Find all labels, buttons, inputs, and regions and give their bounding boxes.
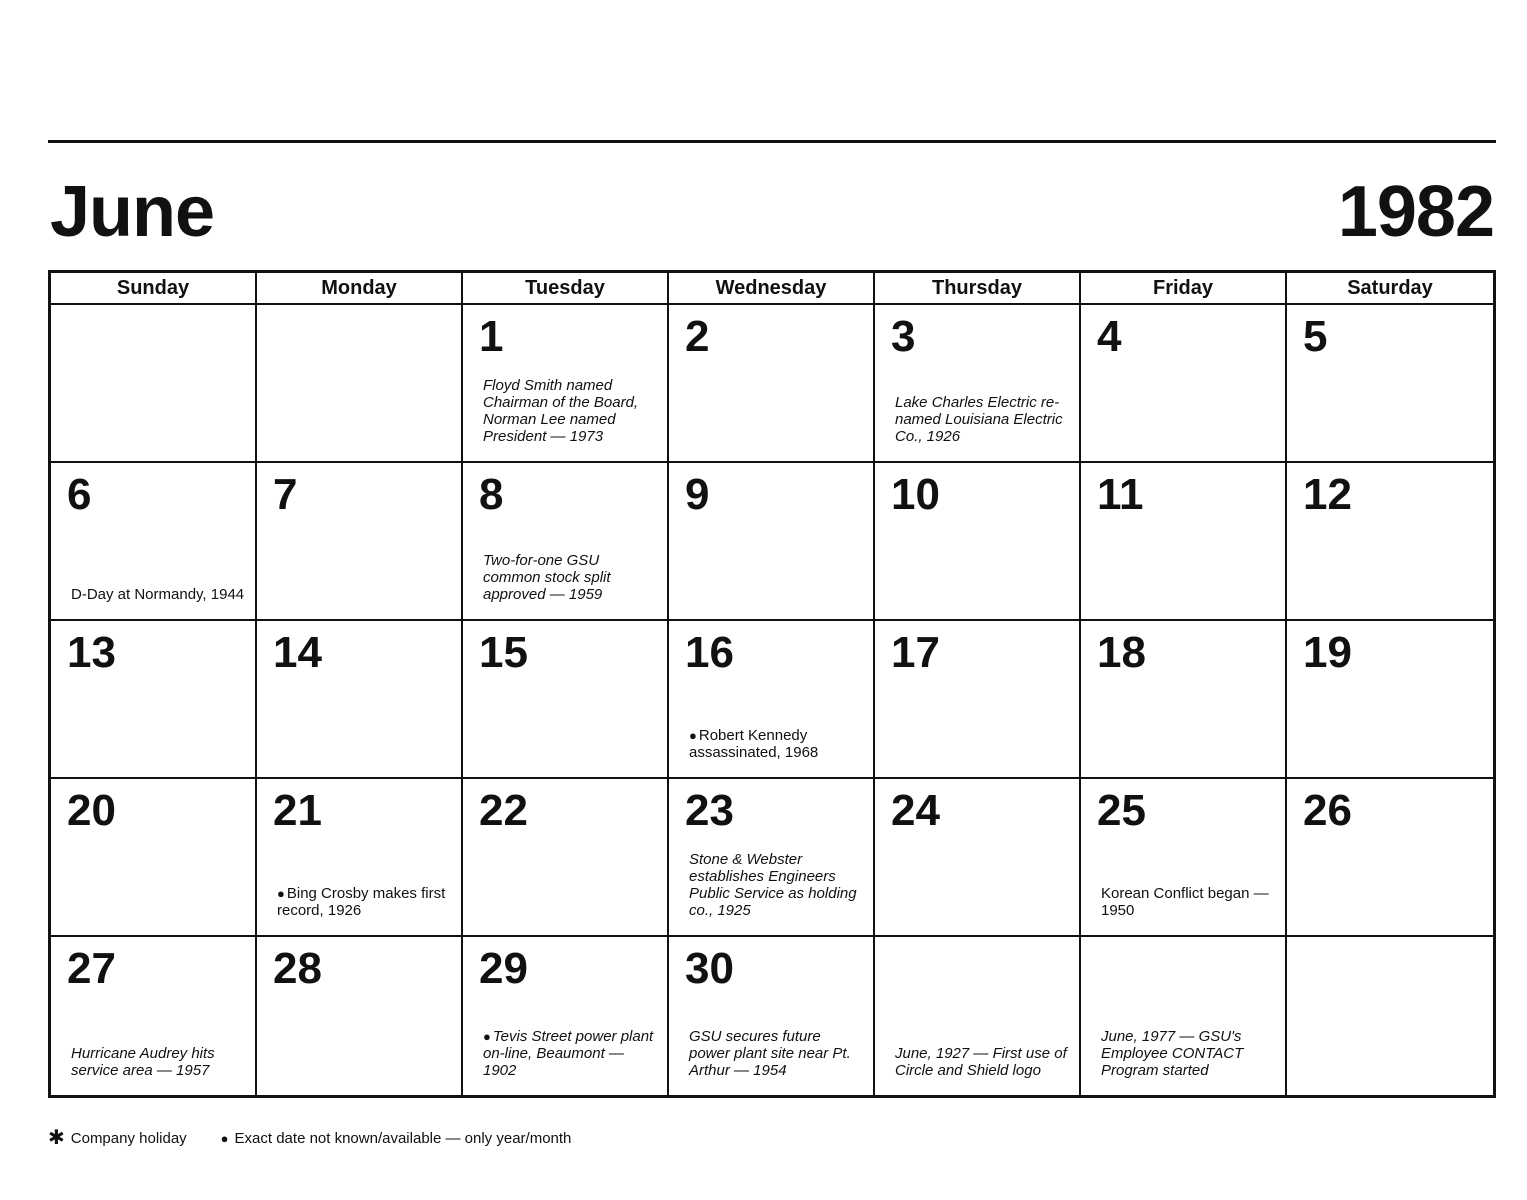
event-text: Stone & Webster establishes Engineers Public Service as holding co., 1925 <box>689 851 857 919</box>
day-cell <box>1287 621 1493 779</box>
day-number: 9 <box>685 470 710 519</box>
day-cell <box>51 779 257 937</box>
day-cell <box>1287 937 1493 1095</box>
day-number: 17 <box>891 628 940 677</box>
weekday-header: Tuesday <box>463 273 669 305</box>
event-note <box>895 1045 1070 1079</box>
day-cell <box>51 305 257 463</box>
day-cell <box>257 463 463 621</box>
day-cell <box>257 305 463 463</box>
day-cell <box>1081 305 1287 463</box>
day-cell <box>875 463 1081 621</box>
day-cell <box>669 937 875 1095</box>
day-cell <box>1287 305 1493 463</box>
day-number: 25 <box>1097 786 1146 835</box>
event-note <box>483 1028 658 1079</box>
legend <box>48 1128 571 1148</box>
day-cell <box>257 621 463 779</box>
weekday-header: Monday <box>257 273 463 305</box>
day-cell <box>875 305 1081 463</box>
day-cell <box>257 779 463 937</box>
event-text: Korean Conflict began — 1950 <box>1101 885 1269 919</box>
day-number: 13 <box>67 628 116 677</box>
legend-unknown-date <box>221 1130 572 1147</box>
day-number: 12 <box>1303 470 1352 519</box>
day-number: 23 <box>685 786 734 835</box>
day-number: 18 <box>1097 628 1146 677</box>
bullet-icon: ● <box>277 886 285 901</box>
day-number: 3 <box>891 312 916 361</box>
day-number: 30 <box>685 944 734 993</box>
month-title: June <box>50 172 215 252</box>
event-text: Tevis Street power plant on-line, Beaumont — 1902 <box>483 1028 654 1079</box>
legend-holiday <box>48 1128 187 1148</box>
day-number: 14 <box>273 628 322 677</box>
event-text: Hurricane Audrey hits service area — 1957 <box>71 1045 215 1079</box>
day-cell <box>669 621 875 779</box>
day-number: 20 <box>67 786 116 835</box>
event-note <box>895 394 1070 445</box>
day-cell <box>51 463 257 621</box>
day-number: 6 <box>67 470 92 519</box>
event-note <box>277 885 452 919</box>
day-cell <box>875 937 1081 1095</box>
event-note <box>689 1028 864 1079</box>
weekday-header: Friday <box>1081 273 1287 305</box>
event-note <box>1101 885 1276 919</box>
day-cell <box>875 621 1081 779</box>
event-note <box>483 552 658 603</box>
day-number: 8 <box>479 470 504 519</box>
day-cell <box>257 937 463 1095</box>
day-number: 27 <box>67 944 116 993</box>
event-note <box>483 377 658 445</box>
day-cell <box>463 779 669 937</box>
weekday-header: Thursday <box>875 273 1081 305</box>
day-number: 28 <box>273 944 322 993</box>
day-cell <box>1081 621 1287 779</box>
event-text: Floyd Smith named Chairman of the Board, Norman Lee named President — 1973 <box>483 377 639 445</box>
event-text: GSU secures future power plant site near Pt. Arthur — 1954 <box>689 1028 851 1079</box>
bullet-icon: ● <box>689 728 697 743</box>
event-text: June, 1927 — First use of Circle and Shield logo <box>895 1045 1067 1079</box>
day-number: 29 <box>479 944 528 993</box>
legend-unknown-label: Exact date not known/available — only year/month <box>234 1129 572 1147</box>
day-number: 1 <box>479 312 504 361</box>
day-cell <box>463 937 669 1095</box>
event-text: June, 1977 — GSU's Employee CONTACT Program started <box>1101 1028 1244 1079</box>
day-cell <box>1287 779 1493 937</box>
bullet-icon: ● <box>483 1029 491 1044</box>
day-number: 2 <box>685 312 710 361</box>
asterisk-icon: ✱ <box>48 1127 65 1149</box>
day-number: 24 <box>891 786 940 835</box>
day-cell <box>669 779 875 937</box>
bullet-icon: ● <box>220 1130 229 1146</box>
day-number: 16 <box>685 628 734 677</box>
day-cell <box>669 305 875 463</box>
day-number: 11 <box>1097 470 1144 519</box>
day-cell <box>875 779 1081 937</box>
day-number: 21 <box>273 786 322 835</box>
event-note <box>689 851 864 919</box>
event-text: Lake Charles Electric re-named Louisiana Electric Co., 1926 <box>895 394 1063 445</box>
day-number: 26 <box>1303 786 1352 835</box>
event-text: Bing Crosby makes first record, 1926 <box>277 885 446 919</box>
day-cell <box>51 937 257 1095</box>
day-number: 7 <box>273 470 298 519</box>
day-cell <box>669 463 875 621</box>
year-title: 1982 <box>1337 172 1494 252</box>
event-note <box>689 727 864 761</box>
day-cell <box>463 621 669 779</box>
weekday-header: Saturday <box>1287 273 1493 305</box>
weekday-header: Wednesday <box>669 273 875 305</box>
day-number: 10 <box>891 470 940 519</box>
day-cell <box>463 305 669 463</box>
day-number: 19 <box>1303 628 1352 677</box>
event-text: Two-for-one GSU common stock split approved — 1959 <box>483 552 611 603</box>
event-note <box>1101 1028 1276 1079</box>
day-cell <box>1081 779 1287 937</box>
event-text: Robert Kennedy assassinated, 1968 <box>689 727 819 761</box>
day-number: 22 <box>479 786 528 835</box>
calendar-grid <box>48 270 1496 1098</box>
day-cell <box>1081 463 1287 621</box>
day-cell <box>51 621 257 779</box>
day-cell <box>1287 463 1493 621</box>
event-note <box>71 586 246 603</box>
day-number: 15 <box>479 628 528 677</box>
day-number: 4 <box>1097 312 1122 361</box>
day-number: 5 <box>1303 312 1328 361</box>
event-note <box>71 1045 246 1079</box>
day-cell <box>1081 937 1287 1095</box>
weekday-header: Sunday <box>51 273 257 305</box>
legend-holiday-label: Company holiday <box>70 1129 187 1147</box>
day-cell <box>463 463 669 621</box>
top-rule <box>48 140 1496 143</box>
event-text: D-Day at Normandy, 1944 <box>71 586 245 603</box>
